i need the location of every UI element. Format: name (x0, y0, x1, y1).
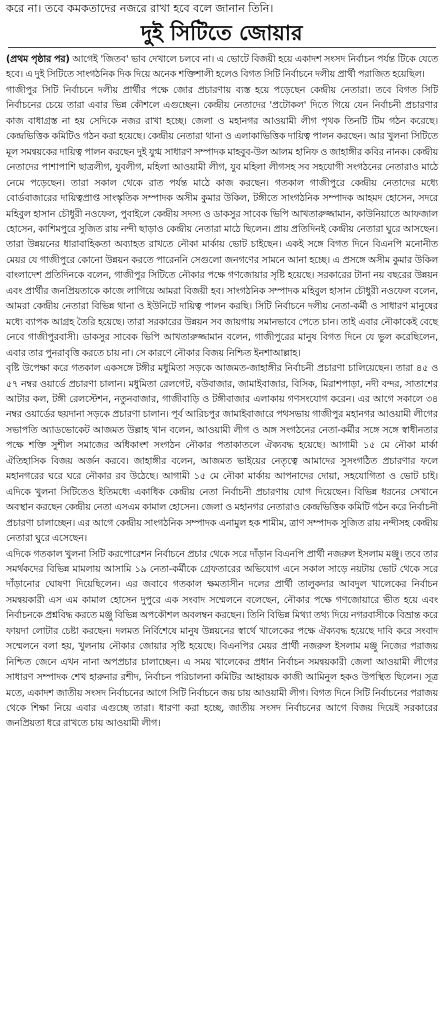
headline-block (0, 20, 444, 48)
article-body (0, 48, 444, 732)
article-paragraph: এদিকে গতকাল খুলনা সিটি করপোরেশন নির্বাচনে প্রচার থেকে সরে দাঁড়ান বিএনপি প্রার্থী নজরুল ইসলাম মঞ্জু। তবে তার সমর্থকদের বিভিন্ন মামলায় আসামি ১৯ নেতা-কর্মীকে গ্রেফতারের অভিযোগ এনে সকাল সাড়ে নয়টায় ভোট থেকে সরে দাঁড়ানোর ঘোষণা দিয়েছিলেন। এর জবাবে গতকাল ক্ষমতাসীন দলের প্রার্থী তালুকদার আবদুল খালেকের নির্বাচন সমন্বয়কারী এস এম কামাল হোসেন দুপুরে এক সংবাদ সম্মেলনে বলেছেন, নৌকার পক্ষে গণজোয়ারে ভীত হয়ে এবং নির্বাচনকে প্রশ্নবিদ্ধ করতে মঞ্জু বিভিন্ন অপকৌশল অবলম্বন করছেন। তিনি বিভিন্ন মিথ্যা তথ্য দিয়ে নগরবাসীকে বিভ্রান্ত করে ফায়দা লোটার চেষ্টা করছেন। দলমত নির্বিশেষে মানুষ উন্নয়নের স্বার্থে খালেকের পক্ষে ঐক্যবদ্ধ হয়েছে দাবি করে সংবাদ সম্মেলনে বলা হয়, খুলনায় নৌকার জোয়ার সৃষ্টি হয়েছে। বিএনপির মেয়র প্রার্থী নজরুল ইসলাম মঞ্জু নিজের পরাজয় নিশ্চিত জেনে এখন নানা অপপ্রচার চালাচ্ছেন। এ সময় খালেকের প্রধান নির্বাচন সমন্বয়কারী জেলা আওয়ামী লীগের সাধারণ সম্পাদক শেখ হারুনার রশীদ, নির্বাচন পরিচালনা কমিটির আহ্বায়ক কাজী আমিনুল হকও উপস্থিত ছিলেন। সূত্র মতে, একাদশ জাতীয় সংসদ নির্বাচনের আগে সিটি নির্বাচনে জয় চায় আওয়ামী লীগ। বিগত দিনে সিটি নির্বাচনের পরাজয় থেকে শিক্ষা নিয়ে এবার এগুচ্ছে তারা। ধারণা করা হচ্ছে, জাতীয় সংসদ নির্বাচনের আগে বিজয় দিয়েই সরকারের জনপ্রিয়তা ধরে রাখতে চায় আওয়ামী লীগ। (6, 548, 438, 730)
previous-article-end: করে না। তবে কমকতাদের নজরে রাখা হবে বলে জানান তিনি। (6, 2, 274, 15)
article-paragraph: বৃষ্টি উপেক্ষা করে গতকাল একসঙ্গে টঙ্গীর মধুমিতা সড়কে আজমত-জাহাঙ্গীর নির্বাচনী প্রচারণা চালিয়েছেন। তারা ৪৫ ও ৫৭ নম্বর ওয়ার্ডে প্রচারণা চালান। মধুমিতা রেলগেট, বউবাজার, জামাইবাজার, বিসিক, মিরাশপাড়া, নদী বন্দর, সাতাশের আটার কল, টঙ্গী রেলস্টেশন, নতুনবাজার, গাজীবাড়ি ও টঙ্গীবাজার এলাকায় গণসংযোগ করেন। এর আগে সকালে ৩৪ নম্বর ওয়ার্ডের ছয়দানা সড়কে প্রচারণা চালান। পূর্ব আরিচপুর জামাইবাজারে পথসভায় গাজীপুর মহানগর আওয়ামী লীগের সভাপতি অ্যাডভোকেট আজমত উল্লাহ খান বলেন, আওয়ামী লীগ ও অঙ্গ সংগঠনের নেতা-কর্মীর সঙ্গে সঙ্গে স্বাধীনতার পক্ষে শক্তি সুশীল সমাজের অধিকাংশ সংগঠন নৌকার পতাকাতলে ঐক্যবদ্ধ হয়েছে। আগামী ১৫ মে নৌকা মার্কা ঐতিহাসিক বিজয় অর্জন করবে। জাহাঙ্গীর বলেন, আজমত ভাইয়ের নেতৃত্বে আমাদের সুসংগঠিত প্রচারণার ফলে মহানগরের ঘরে ঘরে নৌকার রব উঠেছে। আগামী ১৫ মে নৌকা মার্কায় আপনাদের দোয়া, সহযোগিতা ও ভোট চাই। এদিকে খুলনা সিটিতেও ইতিমধ্যে একাধিক কেন্দ্রীয় নেতা নির্বাচনী প্রচারণায় যোগ দিয়েছেন। বিভিন্ন ধরনের সেখানে অবস্থান করছেন কেন্দ্রীয় নেতা এসএম কামাল হোসেন। জেলা ও মহানগর নেতারাও কেন্দ্রভিত্তিক কমিটি গঠন করে নির্বাচনী প্রচারণা চালাচ্ছেন। এর আগে কেন্দ্রীয় সাংগঠনিক সম্পাদক এনামুল হক শামীম, ত্রাণ সম্পাদক সুজিত রায় নন্দীসহ কেন্দ্রীয় নেতারা ঘুরে এসেছেন। (6, 363, 438, 545)
paragraph-text: আগেই 'জিতব' ভাব দেখালে চলবে না। এ ভোটে বিজয়ী হয়ে একাদশ সংসদ নির্বাচন পর্যন্ত টিকে যেতে হবে। এ দুই সিটিতে সাংগঠনিক দিক দিয়ে অনেক শক্তিশালী হলেও বিগত সিটি নির্বাচনে দলীয় প্রার্থী পরাজিত হয়েছিল। (6, 54, 439, 81)
headline-divider (8, 47, 436, 48)
article-paragraph: গাজীপুর সিটি নির্বাচনে দলীয় প্রার্থীর পক্ষে জোর প্রচারণায় ব্যস্ত হয়ে পড়েছেন কেন্দ্রীয় নেতারা। তবে বিগত সিটি নির্বাচনের চেয়ে তারা এবার ভিন্ন কৌশলে এগুচ্ছেন। কেন্দ্রীয় নেতাদের 'প্রটোকল' দিতে গিয়ে যেন নির্বাচনী প্রচারণার কাজ বাধাগ্রস্ত না হয় সেদিকে নজর রাখা হচ্ছে। জেলা ও মহানগর আওয়ামী লীগ পৃথক তিনটি টিম গঠন করেছে। কেন্দ্রভিত্তিক কমিটিও গঠন করা হয়েছে। কেন্দ্রীয় নেতারা থানা ও এলাকাভিত্তিক দায়িত্ব পালন করছেন। আর খুলনা সিটিতে মূল সমন্বয়কের দায়িত্ব পালন করছেন দুই যুগ্ম সাধারণ সম্পাদক মাহবুব-উল আলম হানিফ ও জাহাঙ্গীর কবির নানক। কেন্দ্রীয় নেতাদের পাশাপাশি ছাত্রলীগ, যুবলীগ, মহিলা আওয়ামী লীগ, যুব মহিলা লীগসহ সব সহযোগী সংগঠনের নেতারাও মাঠে নেমে পড়েছেন। তারা সকাল থেকে রাত পর্যন্ত মাঠে কাজ করছেন। গতকাল গাজীপুরে কেন্দ্রীয় নেতাদের মধ্যে বোর্ডবাজারের দায়িত্বপ্রাপ্ত সাংস্কৃতিক সম্পাদক অসীম কুমার উকিল, টঙ্গীতে সাংগঠনিক সম্পাদক আহমদ হোসেন, সদরে মহিবুল হাসান চৌধুরী নওফেল, পুবাইলে কেন্দ্রীয় সদস্য ও ডাকসুর সাবেক ভিপি আখতারুজ্জামান, কাউনিয়াতে আফজাল হোসেন, কাশিমপুরে সুজিত রায় নন্দী ছাড়াও কেন্দ্রীয় নেতারা মাঠে ছিলেন। প্রায় প্রতিদিনই কেন্দ্রীয় নেতারা ঘুরে আসছেন। তারা উন্নয়নের ধারাবাহিকতা অব্যাহত রাখতে নৌকা মার্কায় ভোট চাইছেন। একই সঙ্গে বিগত দিনে বিএনপি মনোনীত মেয়র যে গাজীপুরে কোনো উন্নয়ন করতে পারেননি সেগুলো জনগণের সামনে আনা হচ্ছে। এ প্রসঙ্গে অসীম কুমার উকিল বাংলাদেশ প্রতিদিনকে বলেন, গাজীপুর সিটিতে নৌকার পক্ষে গণজোয়ার সৃষ্টি হয়েছে। সরকারের টানা নয় বছরের উন্নয়ন এবং প্রার্থীর জনপ্রিয়তাকে কাজে লাগিয়ে আমরা বিজয়ী হব। সাংগঠনিক সম্পাদক মহিবুল হাসান চৌধুরী নওফেল বলেন, আমরা কেন্দ্রীয় নেতারা বিভিন্ন থানা ও ইউনিটে দায়িত্ব পালন করছি। সিটি নির্বাচনে দলীয় নেতা-কর্মী ও সাধারণ মানুষের মধ্যে ব্যাপক আগ্রহ তৈরি হয়েছে। তারা সরকারের উন্নয়ন সব জায়গায় সমানভাবে পেতে চান। তাই এবার নৌকাকেই বেছে নেবে গাজীপুরবাসী। ডাকসুর সাবেক ভিপি আখতারুজ্জামান বলেন, গাজীপুরের মানুষ বিগত দিনে যে ভুল করেছিলেন, এবার তার পুনরাবৃত্তি করতে চায় না। সে কারণে নৌকার বিজয় নিশ্চিত ইনশাআল্লাহ। (6, 84, 438, 359)
article-headline: দুই সিটিতে জোয়ার (141, 21, 303, 45)
article-paragraph (6, 52, 438, 83)
continuation-label: (প্রথম পৃষ্ঠার পর) (6, 54, 70, 65)
